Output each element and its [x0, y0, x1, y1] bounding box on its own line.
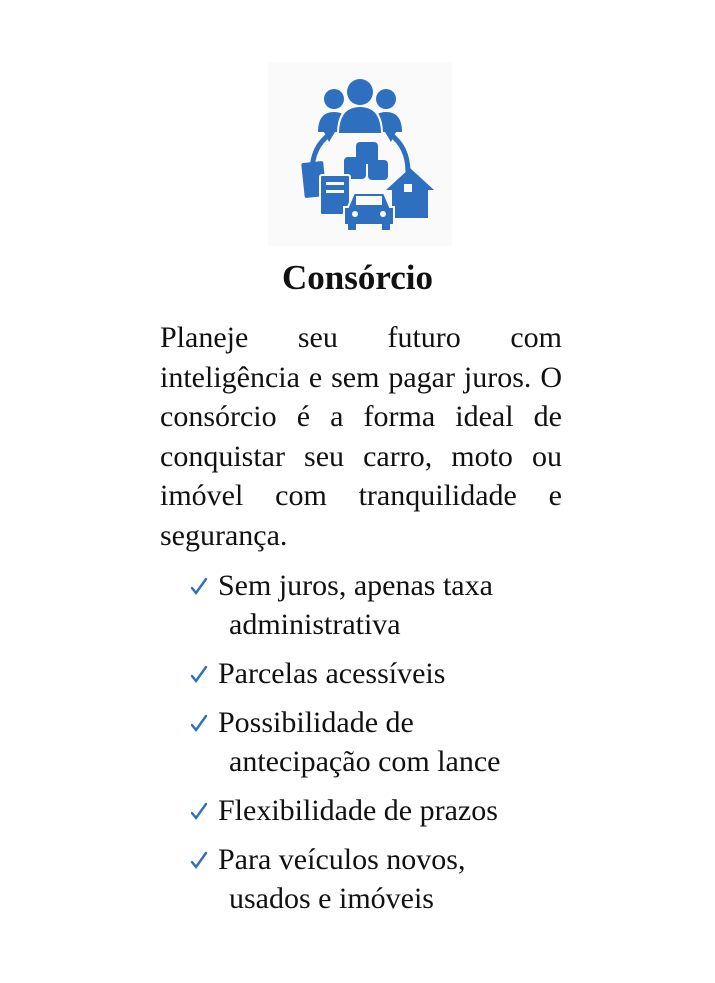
feature-item	[190, 791, 570, 830]
feature-item	[190, 654, 570, 693]
check-icon	[190, 714, 210, 734]
feature-item	[190, 840, 570, 918]
check-icon	[190, 802, 210, 822]
feature-text-continued: administrativa	[229, 608, 401, 641]
feature-text: Parcelas acessíveis	[218, 657, 446, 690]
consortium-illustration	[268, 62, 452, 246]
feature-list	[190, 566, 570, 928]
check-icon	[190, 577, 210, 597]
feature-text: Para veículos novos,	[218, 843, 466, 876]
intro-paragraph: Planeje seu futuro com inteligência e sem pagar juros. O consórcio é a forma ideal de conquistar seu carro, moto ou imóvel com tranquilidade e segurança.	[160, 321, 562, 552]
feature-text: Sem juros, apenas taxa	[218, 569, 493, 602]
feature-text: Flexibilidade de prazos	[218, 794, 498, 827]
check-icon	[190, 665, 210, 685]
feature-text-continued: antecipação com lance	[229, 745, 501, 778]
feature-text-continued: usados e imóveis	[229, 882, 434, 915]
check-icon	[190, 851, 210, 871]
page-title: Consórcio	[281, 258, 434, 297]
consortium-group-coins-car-house-icon	[268, 62, 452, 246]
feature-text: Possibilidade de	[218, 706, 414, 739]
feature-item	[190, 703, 570, 781]
feature-item	[190, 566, 570, 644]
